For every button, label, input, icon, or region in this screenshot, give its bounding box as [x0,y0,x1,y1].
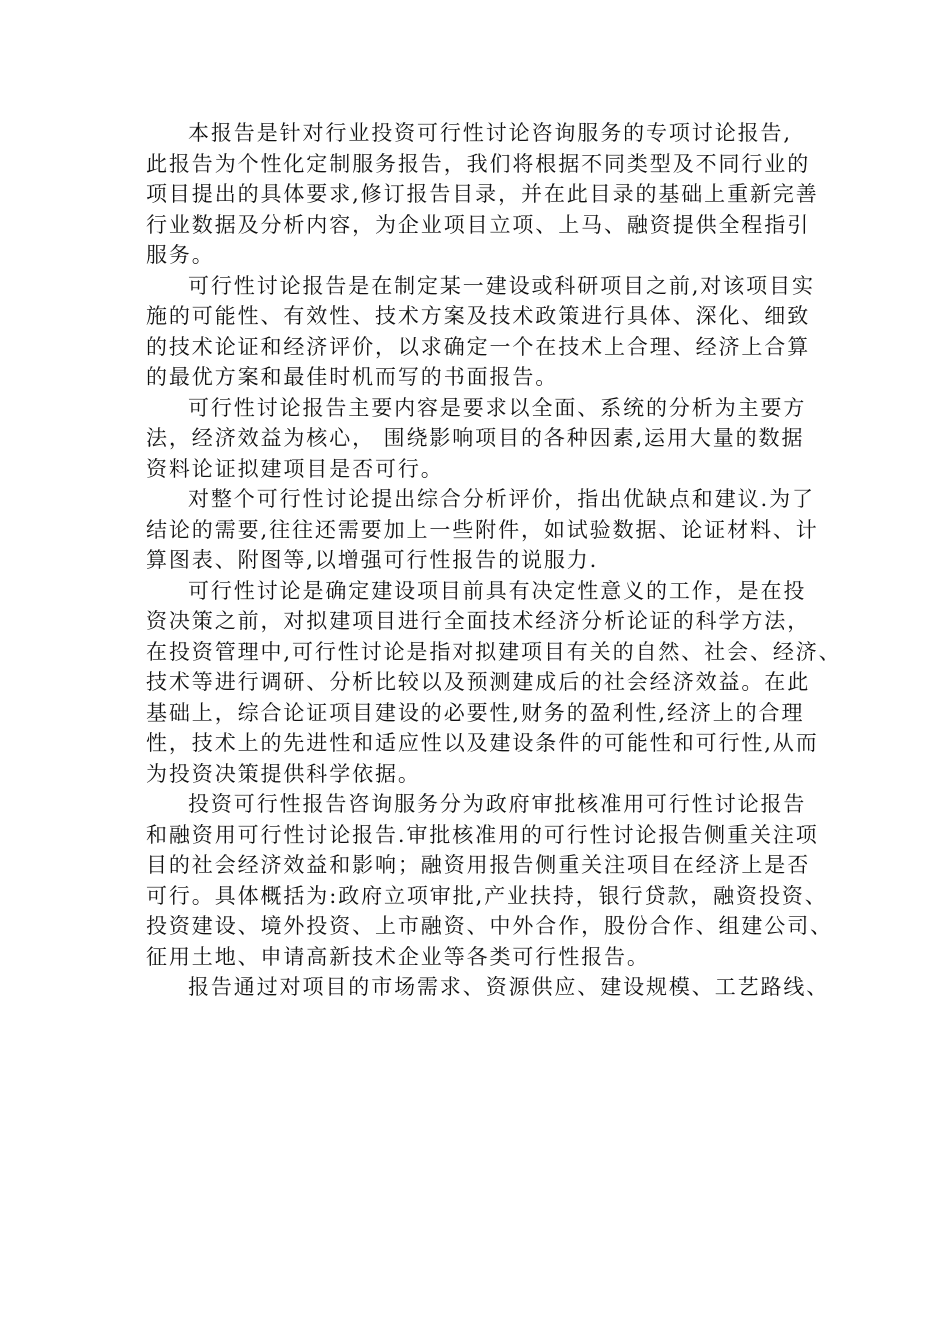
paragraph-report-analysis [146,972,830,1003]
paragraph-line: 目的社会经济效益和影响；融资用报告侧重关注项目在经济上是否 [146,853,811,877]
document-body [146,118,842,1003]
paragraph-decision-basis [146,576,842,790]
paragraph-line: 算图表、附图等,以增强可行性报告的说服力. [146,548,599,572]
paragraph-line: 法，经济效益为核心， 围绕影响项目的各种因素,运用大量的数据 [146,426,805,450]
paragraph-line: 可行性讨论是确定建设项目前具有决定性意义的工作，是在投 [188,578,807,603]
paragraph-line: 投资可行性报告咨询服务分为政府审批核准用可行性讨论报告 [188,792,807,816]
paragraph-line: 服务。 [146,243,215,267]
paragraph-line: 的技术论证和经济评价，以求确定一个在技术上合理、经济上合算 [146,334,811,359]
paragraph-line: 可行性讨论报告是在制定某一建设或科研项目之前,对该项目实 [188,273,815,298]
paragraph-line: 行业数据及分析内容，为企业项目立项、上马、融资提供全程指引 [146,212,811,237]
paragraph-line: 本报告是针对行业投资可行性讨论咨询服务的专项讨论报告, [188,121,792,145]
paragraph-line: 报告通过对项目的市场需求、资源供应、建设规模、工艺路线、 [188,975,830,999]
paragraph-line: 资料论证拟建项目是否可行。 [146,456,444,481]
paragraph-line: 项目提出的具体要求,修订报告目录，并在此目录的基础上重新完善 [146,182,819,206]
paragraph-line: 的最优方案和最佳时机而写的书面报告。 [146,365,559,389]
paragraph-line: 和融资用可行性讨论报告.审批核准用的可行性讨论报告侧重关注项 [146,822,819,847]
paragraph-line: 此报告为个性化定制服务报告，我们将根据不同类型及不同行业的 [146,151,811,176]
paragraph-feasibility-definition [146,271,818,393]
paragraph-line: 基础上，综合论证项目建设的必要性,财务的盈利性,经济上的合理 [146,700,805,725]
paragraph-line: 施的可能性、有效性、技术方案及技术政策进行具体、深化、细致 [146,304,811,328]
paragraph-report-overview [146,118,818,271]
paragraph-evaluation [146,484,818,576]
paragraph-line: 性，技术上的先进性和适应性以及建设条件的可能性和可行性,从而 [146,731,819,755]
paragraph-line: 可行。具体概括为:政府立项审批,产业扶持，银行贷款，融资投资、 [146,883,828,908]
paragraph-line: 为投资决策提供科学依据。 [146,761,421,786]
paragraph-line: 投资建设、境外投资、上市融资、中外合作，股份合作、组建公司、 [146,914,833,938]
paragraph-line: 对整个可行性讨论提出综合分析评价，指出优缺点和建议.为了 [188,487,815,511]
paragraph-service-types [146,789,833,972]
paragraph-line: 可行性讨论报告主要内容是要求以全面、系统的分析为主要方 [188,395,807,420]
paragraph-line: 技术等进行调研、分析比较以及预测建成后的社会经济效益。在此 [146,670,811,694]
paragraph-line: 征用土地、申请高新技术企业等各类可行性报告。 [146,944,650,969]
paragraph-line: 在投资管理中,可行性讨论是指对拟建项目有关的自然、社会、经济、 [146,639,842,664]
paragraph-main-content [146,393,818,485]
paragraph-line: 资决策之前，对拟建项目进行全面技术经济分析论证的科学方法， [146,609,811,633]
paragraph-line: 结论的需要,往往还需要加上一些附件，如试验数据、论证材料、计 [146,517,819,542]
